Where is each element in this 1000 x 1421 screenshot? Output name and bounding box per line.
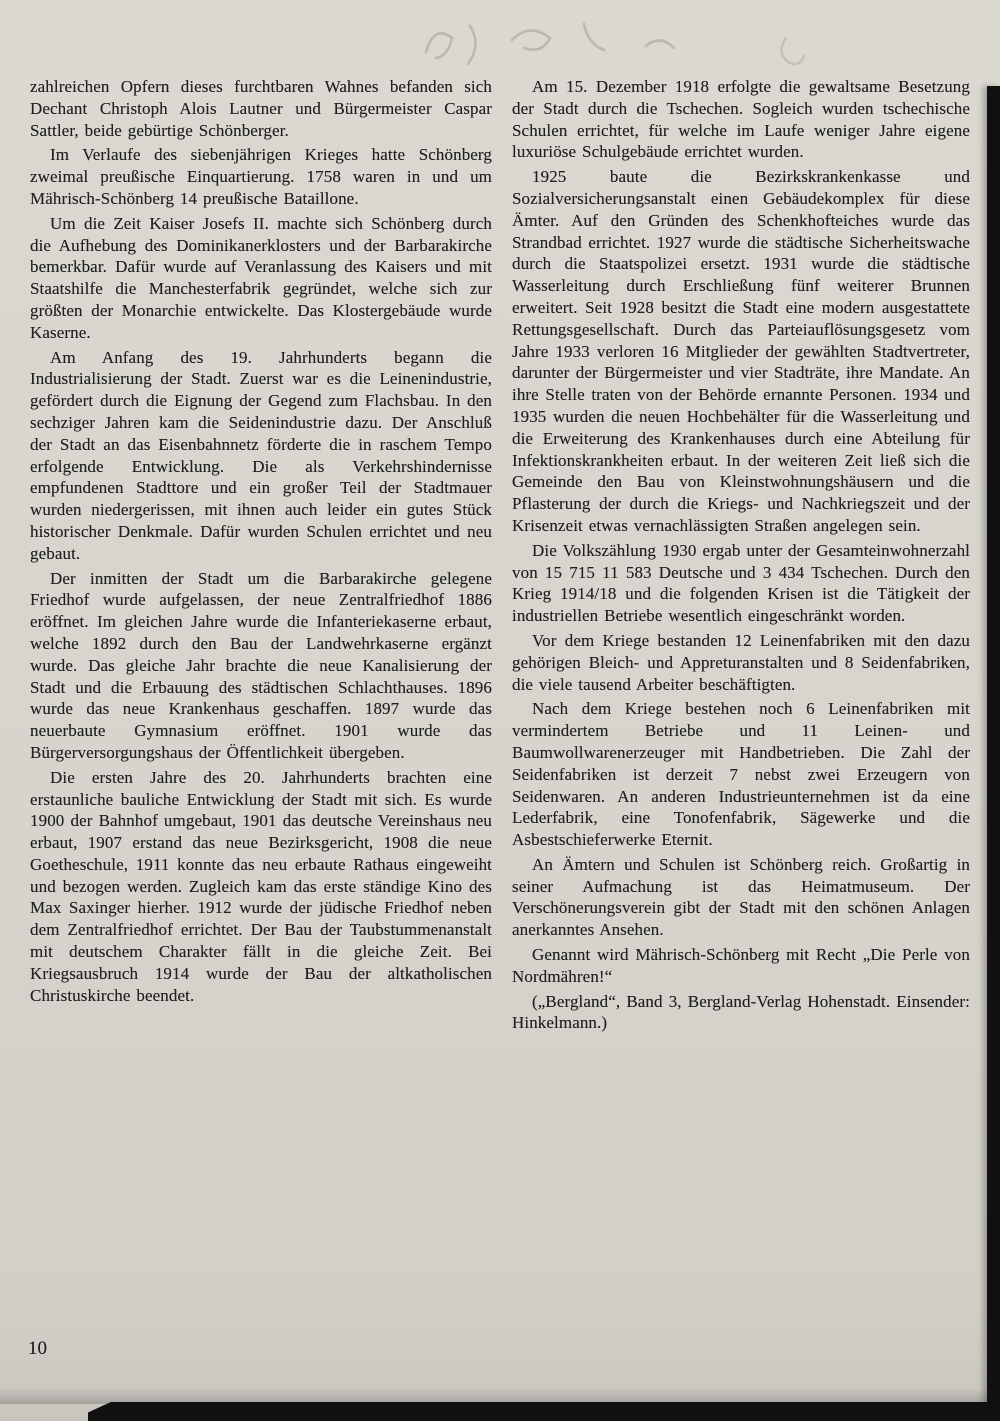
text-column-right: [512, 76, 970, 1037]
paragraph: Am Anfang des 19. Jahrhunderts begann die Industrialisierung der Stadt. Zuerst war es die Leinenindustrie, gefördert durch die Eignung der Gegend zum Flachsbau. In den sechziger Jahren kam die Seidenindustrie dazu. Der Anschluß der Stadt an das Eisenbahnnetz förderte die in raschem Tempo erfolgende Entwicklung. Die als Verkehrshindernisse empfundenen Stadttore und ein großer Teil der Stadtmauer wurden niedergerissen, mit ihnen auch leider ein gutes Stück historischer Denkmale. Dafür wurden Schulen errichtet und neu gebaut.: [30, 347, 492, 563]
paragraph: Am 15. Dezember 1918 erfolgte die gewaltsame Besetzung der Stadt durch die Tschechen. Sogleich wurden tschechische Schulen errichtet, für welche im Laufe weniger Jahre eigene luxuriöse Schulgebäude errichtet wurden.: [512, 77, 970, 162]
paragraph: Die ersten Jahre des 20. Jahrhunderts brachten eine erstaunliche bauliche Entwicklung der Stadt mit sich. Es wurde 1900 der Bahnhof umgebaut, 1901 das deutsche Vereinshaus neu erbaut, 1907 erstand das neue Bezirksgericht, 1908 die neue Goetheschule, 1911 konnte das neu erbaute Rathaus eingeweiht und bezogen werden. Zugleich kam das erste ständige Kino des Max Saxinger hierher. 1912 wurde der jüdische Friedhof neben dem Zentralfriedhof errichtet. Der Bau der Taubstummenanstalt mit deutschem Charakter fällt in die gleiche Zeit. Bei Kriegsausbruch 1914 wurde der Bau der altkatholischen Christuskirche beendet.: [30, 767, 492, 1005]
scan-shadow-bottom: [0, 1388, 1000, 1404]
scan-edge-bottom: [88, 1402, 1000, 1421]
paragraph: Der inmitten der Stadt um die Barbarakirche gelegene Friedhof wurde aufgelassen, der neue Zentralfriedhof 1886 eröffnet. Im gleichen Jahre wurde die Infanteriekaserne erbaut, welche 1892 durch den Bau der Landwehrkaserne ergänzt wurde. Das gleiche Jahr brachte die neue Kanalisierung der Stadt und die Erbauung des städtischen Schlachthauses. 1896 wurde das neue Krankenhaus geschaffen. 1897 wurde das neuerbaute Gymnasium eröffnet. 1901 wurde das Bürgerversorgungshaus der Öffentlichkeit übergeben.: [30, 568, 492, 762]
paragraph: Nach dem Kriege bestehen noch 6 Leinenfabriken mit vermindertem Betriebe und 11 Leinen- und Baumwollwarenerzeuger mit Handbetrieben. Die Zahl der Seidenfabriken ist derzeit 7 nebst zwei Erzeugern von Seidenwaren. An anderen Industrieunternehmen ist da eine Lederfabrik, eine Tonofenfabrik, Sägewerke und die Asbestschieferwerke Eternit.: [512, 699, 970, 850]
paragraph: („Bergland“, Band 3, Bergland-Verlag Hohenstadt. Einsender: Hinkelmann.): [512, 991, 970, 1033]
paragraph: Die Volkszählung 1930 ergab unter der Gesamteinwohnerzahl von 15 715 11 583 Deutsche und 3 434 Tschechen. Durch den Krieg 1914/18 und die folgenden Krisen ist die Tätigkeit der industriellen Betriebe wesentlich eingeschränkt worden.: [512, 540, 970, 626]
paragraph: zahlreichen Opfern dieses furchtbaren Wahnes befanden sich Dechant Christoph Alois Lautner und Bürgermeister Caspar Sattler, beide gebürtige Schönberger.: [30, 77, 492, 140]
paragraph: 1925 baute die Bezirkskrankenkasse und Sozialversicherungsanstalt einen Gebäudekomplex für diese Ämter. Auf den Gründen des Schenkhofteiches wurde das Strandbad errichtet. 1927 wurde die städtische Sicherheitswache durch die Staatspolizei ersetzt. 1931 wurde die städtische Wasserleitung durch Erschließung fünf weiterer Brunnen erweitert. Seit 1928 besitzt die Stadt eine modern ausgestattete Rettungsgesellschaft. Durch das Parteiauflösungsgesetz vom Jahre 1933 verloren 16 Mitglieder der gewählten Stadtvertreter, darunter der Bürgermeister und vier Stadträte, ihre Mandate. An ihre Stelle traten von der Behörde ernannte Personen. 1934 und 1935 wurden die neuen Hochbehälter für die Wasserleitung und die Erweiterung des Krankenhauses durch eine Abteilung für Infektionskrankheiten erbaut. In der weiteren Zeit ließ sich die Gemeinde den Bau von Kleinstwohnungshäusern und die Pflasterung der durch die Kriegs- und Nachkriegszeit und der Krisenzeit etwas vernachlässigten Straßen angelegen sein.: [512, 167, 970, 535]
handwriting-mark-small: [770, 30, 830, 70]
scan-edge-right: [987, 86, 1000, 1421]
paragraph: Genannt wird Mährisch-Schönberg mit Recht „Die Perle von Nordmähren!“: [512, 945, 970, 986]
paragraph: An Ämtern und Schulen ist Schönberg reich. Großartig in seiner Aufmachung ist das Heimatmuseum. Der Verschönerungsverein gibt der Stadt mit den schönen Anlagen anerkanntes Ansehen.: [512, 854, 970, 940]
paragraph: Um die Zeit Kaiser Josefs II. machte sich Schönberg durch die Aufhebung des Dominikanerklosters und der Barbarakirche bemerkbar. Dafür wurde auf Veranlassung des Kaisers und mit Staatshilfe die Manchesterfabrik gegründet, welche sich zur größten der Monarchie entwickelte. Das Klostergebäude wurde Kaserne.: [30, 213, 492, 342]
page-number: 10: [28, 1338, 47, 1359]
paragraph: Vor dem Kriege bestanden 12 Leinenfabriken mit den dazu gehörigen Bleich- und Appreturanstalten und 8 Seidenfabriken, die viele tausend Arbeiter beschäftigten.: [512, 630, 970, 694]
handwriting-mark: [408, 10, 698, 78]
text-column-left: [30, 76, 492, 1009]
paragraph: Im Verlaufe des siebenjährigen Krieges hatte Schönberg zweimal preußische Einquartierung. 1758 waren in und um Mährisch-Schönberg 14 preußische Bataillone.: [30, 145, 492, 208]
